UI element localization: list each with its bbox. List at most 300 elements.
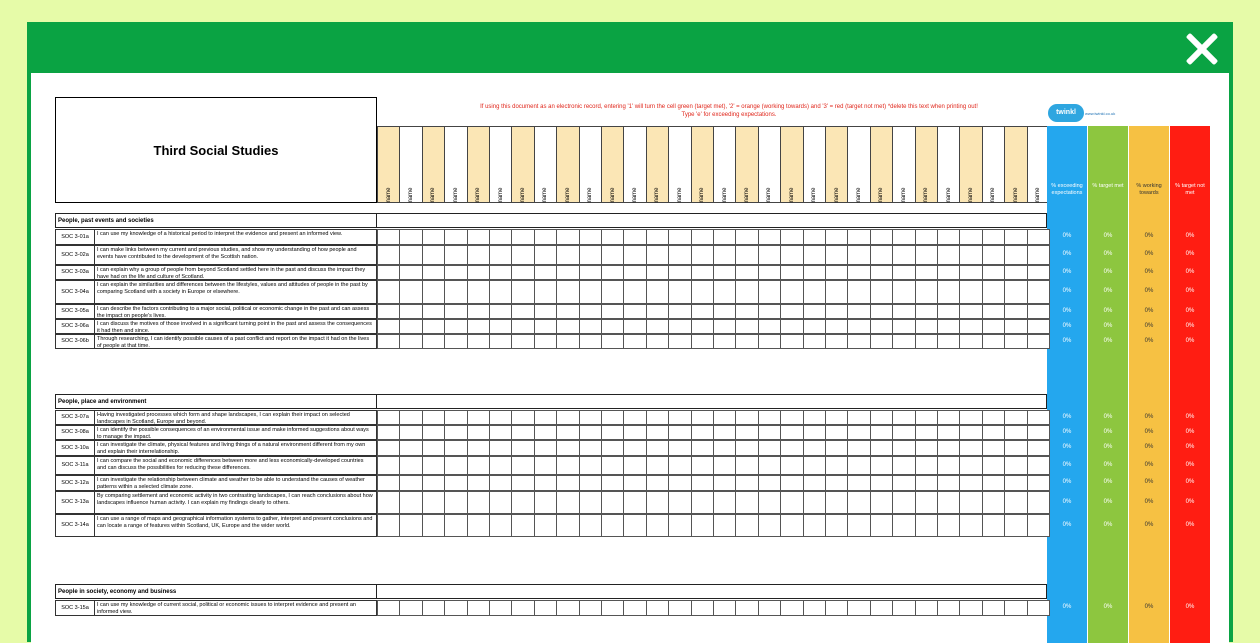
assessment-cell[interactable] — [735, 334, 758, 349]
assessment-cell[interactable] — [668, 245, 691, 265]
assessment-cell[interactable] — [959, 319, 982, 334]
assessment-cell[interactable] — [511, 280, 534, 304]
assessment-cell[interactable] — [982, 440, 1005, 456]
assessment-cell[interactable] — [511, 600, 534, 616]
assessment-cell[interactable] — [758, 440, 781, 456]
assessment-cell[interactable] — [982, 245, 1005, 265]
assessment-cell[interactable] — [511, 334, 534, 349]
assessment-cell[interactable] — [489, 425, 512, 440]
assessment-cell[interactable] — [601, 425, 624, 440]
assessment-cell[interactable] — [847, 440, 870, 456]
assessment-cell[interactable] — [646, 600, 669, 616]
assessment-cell[interactable] — [444, 440, 467, 456]
assessment-cell[interactable] — [735, 514, 758, 537]
assessment-cell[interactable] — [601, 475, 624, 491]
assessment-cell[interactable] — [623, 265, 646, 280]
assessment-cell[interactable] — [467, 245, 490, 265]
assessment-cell[interactable] — [422, 304, 445, 319]
name-column-header[interactable] — [623, 126, 646, 203]
assessment-cell[interactable] — [982, 491, 1005, 514]
assessment-cell[interactable] — [713, 456, 736, 475]
assessment-cell[interactable] — [377, 514, 400, 537]
assessment-cell[interactable] — [377, 600, 400, 616]
assessment-cell[interactable] — [444, 491, 467, 514]
name-column-header[interactable] — [467, 126, 490, 203]
assessment-cell[interactable] — [735, 491, 758, 514]
assessment-cell[interactable] — [623, 319, 646, 334]
assessment-cell[interactable] — [623, 410, 646, 425]
assessment-cell[interactable] — [892, 475, 915, 491]
assessment-cell[interactable] — [534, 440, 557, 456]
assessment-cell[interactable] — [534, 425, 557, 440]
assessment-cell[interactable] — [847, 491, 870, 514]
assessment-cell[interactable] — [780, 245, 803, 265]
assessment-cell[interactable] — [870, 245, 893, 265]
assessment-cell[interactable] — [399, 334, 422, 349]
assessment-cell[interactable] — [579, 475, 602, 491]
assessment-cell[interactable] — [892, 456, 915, 475]
name-column-header[interactable] — [377, 126, 400, 203]
assessment-cell[interactable] — [377, 334, 400, 349]
assessment-cell[interactable] — [691, 514, 714, 537]
assessment-cell[interactable] — [399, 425, 422, 440]
assessment-cell[interactable] — [803, 265, 826, 280]
assessment-cell[interactable] — [691, 410, 714, 425]
assessment-cell[interactable] — [803, 440, 826, 456]
assessment-cell[interactable] — [556, 456, 579, 475]
assessment-cell[interactable] — [847, 229, 870, 245]
name-column-header[interactable] — [668, 126, 691, 203]
name-column-header[interactable] — [511, 126, 534, 203]
name-column-header[interactable] — [399, 126, 422, 203]
assessment-cell[interactable] — [601, 514, 624, 537]
assessment-cell[interactable] — [399, 410, 422, 425]
assessment-cell[interactable] — [511, 245, 534, 265]
assessment-cell[interactable] — [377, 319, 400, 334]
assessment-cell[interactable] — [803, 456, 826, 475]
assessment-cell[interactable] — [444, 319, 467, 334]
assessment-cell[interactable] — [1004, 229, 1027, 245]
assessment-cell[interactable] — [399, 280, 422, 304]
assessment-cell[interactable] — [713, 425, 736, 440]
assessment-cell[interactable] — [959, 334, 982, 349]
name-column-header[interactable] — [825, 126, 848, 203]
assessment-cell[interactable] — [489, 334, 512, 349]
assessment-cell[interactable] — [444, 410, 467, 425]
assessment-cell[interactable] — [959, 475, 982, 491]
assessment-cell[interactable] — [735, 304, 758, 319]
assessment-cell[interactable] — [735, 319, 758, 334]
assessment-cell[interactable] — [870, 229, 893, 245]
assessment-cell[interactable] — [399, 304, 422, 319]
assessment-cell[interactable] — [713, 229, 736, 245]
assessment-cell[interactable] — [422, 440, 445, 456]
assessment-cell[interactable] — [982, 410, 1005, 425]
assessment-cell[interactable] — [758, 475, 781, 491]
assessment-cell[interactable] — [601, 456, 624, 475]
assessment-cell[interactable] — [601, 319, 624, 334]
assessment-cell[interactable] — [467, 319, 490, 334]
assessment-cell[interactable] — [915, 245, 938, 265]
close-icon[interactable] — [1178, 26, 1224, 72]
name-column-header[interactable] — [489, 126, 512, 203]
assessment-cell[interactable] — [915, 440, 938, 456]
assessment-cell[interactable] — [579, 304, 602, 319]
assessment-cell[interactable] — [668, 319, 691, 334]
assessment-cell[interactable] — [1004, 410, 1027, 425]
name-column-header[interactable] — [422, 126, 445, 203]
assessment-cell[interactable] — [556, 334, 579, 349]
assessment-cell[interactable] — [534, 456, 557, 475]
name-column-header[interactable] — [713, 126, 736, 203]
assessment-cell[interactable] — [467, 265, 490, 280]
assessment-cell[interactable] — [646, 410, 669, 425]
assessment-cell[interactable] — [1004, 265, 1027, 280]
assessment-cell[interactable] — [444, 600, 467, 616]
assessment-cell[interactable] — [691, 600, 714, 616]
assessment-cell[interactable] — [892, 514, 915, 537]
assessment-cell[interactable] — [803, 410, 826, 425]
assessment-cell[interactable] — [579, 319, 602, 334]
assessment-cell[interactable] — [937, 280, 960, 304]
assessment-cell[interactable] — [758, 410, 781, 425]
assessment-cell[interactable] — [825, 456, 848, 475]
assessment-cell[interactable] — [982, 229, 1005, 245]
assessment-cell[interactable] — [422, 600, 445, 616]
assessment-cell[interactable] — [668, 456, 691, 475]
assessment-cell[interactable] — [467, 229, 490, 245]
assessment-cell[interactable] — [959, 229, 982, 245]
assessment-cell[interactable] — [780, 456, 803, 475]
assessment-cell[interactable] — [511, 456, 534, 475]
assessment-cell[interactable] — [803, 229, 826, 245]
assessment-cell[interactable] — [668, 475, 691, 491]
assessment-cell[interactable] — [489, 229, 512, 245]
assessment-cell[interactable] — [646, 304, 669, 319]
assessment-cell[interactable] — [982, 475, 1005, 491]
name-column-header[interactable] — [691, 126, 714, 203]
assessment-cell[interactable] — [937, 425, 960, 440]
assessment-cell[interactable] — [579, 456, 602, 475]
assessment-cell[interactable] — [1004, 475, 1027, 491]
assessment-cell[interactable] — [870, 456, 893, 475]
assessment-cell[interactable] — [377, 440, 400, 456]
assessment-cell[interactable] — [444, 280, 467, 304]
assessment-cell[interactable] — [1004, 334, 1027, 349]
assessment-cell[interactable] — [892, 229, 915, 245]
assessment-cell[interactable] — [982, 334, 1005, 349]
assessment-cell[interactable] — [623, 600, 646, 616]
assessment-cell[interactable] — [534, 514, 557, 537]
assessment-cell[interactable] — [646, 319, 669, 334]
assessment-cell[interactable] — [399, 475, 422, 491]
assessment-cell[interactable] — [601, 304, 624, 319]
name-column-header[interactable] — [556, 126, 579, 203]
assessment-cell[interactable] — [399, 514, 422, 537]
assessment-cell[interactable] — [623, 514, 646, 537]
assessment-cell[interactable] — [601, 245, 624, 265]
assessment-cell[interactable] — [735, 265, 758, 280]
assessment-cell[interactable] — [623, 229, 646, 245]
assessment-cell[interactable] — [758, 245, 781, 265]
name-column-header[interactable] — [534, 126, 557, 203]
assessment-cell[interactable] — [377, 265, 400, 280]
assessment-cell[interactable] — [758, 514, 781, 537]
assessment-cell[interactable] — [713, 319, 736, 334]
assessment-cell[interactable] — [646, 425, 669, 440]
assessment-cell[interactable] — [556, 491, 579, 514]
assessment-cell[interactable] — [735, 245, 758, 265]
assessment-cell[interactable] — [467, 440, 490, 456]
name-column-header[interactable] — [847, 126, 870, 203]
assessment-cell[interactable] — [780, 265, 803, 280]
assessment-cell[interactable] — [825, 600, 848, 616]
assessment-cell[interactable] — [892, 319, 915, 334]
assessment-cell[interactable] — [870, 600, 893, 616]
assessment-cell[interactable] — [937, 491, 960, 514]
assessment-cell[interactable] — [691, 265, 714, 280]
assessment-cell[interactable] — [870, 514, 893, 537]
assessment-cell[interactable] — [467, 456, 490, 475]
assessment-cell[interactable] — [937, 265, 960, 280]
assessment-cell[interactable] — [646, 514, 669, 537]
assessment-cell[interactable] — [579, 600, 602, 616]
assessment-cell[interactable] — [623, 304, 646, 319]
assessment-cell[interactable] — [870, 280, 893, 304]
assessment-cell[interactable] — [377, 280, 400, 304]
assessment-cell[interactable] — [870, 334, 893, 349]
assessment-cell[interactable] — [691, 304, 714, 319]
assessment-cell[interactable] — [1004, 600, 1027, 616]
assessment-cell[interactable] — [870, 410, 893, 425]
assessment-cell[interactable] — [892, 265, 915, 280]
assessment-cell[interactable] — [959, 280, 982, 304]
assessment-cell[interactable] — [915, 334, 938, 349]
assessment-cell[interactable] — [579, 425, 602, 440]
assessment-cell[interactable] — [847, 245, 870, 265]
assessment-cell[interactable] — [892, 600, 915, 616]
assessment-cell[interactable] — [825, 514, 848, 537]
assessment-cell[interactable] — [892, 334, 915, 349]
assessment-cell[interactable] — [959, 456, 982, 475]
assessment-cell[interactable] — [758, 280, 781, 304]
assessment-cell[interactable] — [825, 245, 848, 265]
assessment-cell[interactable] — [713, 304, 736, 319]
assessment-cell[interactable] — [959, 491, 982, 514]
assessment-cell[interactable] — [511, 475, 534, 491]
assessment-cell[interactable] — [780, 600, 803, 616]
assessment-cell[interactable] — [1004, 456, 1027, 475]
assessment-cell[interactable] — [556, 440, 579, 456]
assessment-cell[interactable] — [601, 265, 624, 280]
assessment-cell[interactable] — [534, 410, 557, 425]
assessment-cell[interactable] — [511, 425, 534, 440]
assessment-cell[interactable] — [646, 491, 669, 514]
assessment-cell[interactable] — [601, 334, 624, 349]
name-column-header[interactable] — [982, 126, 1005, 203]
assessment-cell[interactable] — [1004, 304, 1027, 319]
assessment-cell[interactable] — [982, 425, 1005, 440]
assessment-cell[interactable] — [668, 440, 691, 456]
assessment-cell[interactable] — [556, 280, 579, 304]
assessment-cell[interactable] — [623, 280, 646, 304]
assessment-cell[interactable] — [847, 265, 870, 280]
assessment-cell[interactable] — [691, 456, 714, 475]
assessment-cell[interactable] — [556, 410, 579, 425]
assessment-cell[interactable] — [847, 600, 870, 616]
assessment-cell[interactable] — [646, 229, 669, 245]
assessment-cell[interactable] — [937, 456, 960, 475]
assessment-cell[interactable] — [467, 410, 490, 425]
assessment-cell[interactable] — [937, 245, 960, 265]
assessment-cell[interactable] — [556, 475, 579, 491]
assessment-cell[interactable] — [803, 334, 826, 349]
name-column-header[interactable] — [579, 126, 602, 203]
assessment-cell[interactable] — [735, 280, 758, 304]
assessment-cell[interactable] — [713, 514, 736, 537]
assessment-cell[interactable] — [825, 304, 848, 319]
assessment-cell[interactable] — [399, 440, 422, 456]
assessment-cell[interactable] — [444, 229, 467, 245]
assessment-cell[interactable] — [780, 425, 803, 440]
assessment-cell[interactable] — [489, 491, 512, 514]
assessment-cell[interactable] — [870, 265, 893, 280]
assessment-cell[interactable] — [735, 425, 758, 440]
name-column-header[interactable] — [915, 126, 938, 203]
assessment-cell[interactable] — [780, 229, 803, 245]
assessment-cell[interactable] — [825, 425, 848, 440]
assessment-cell[interactable] — [579, 280, 602, 304]
assessment-cell[interactable] — [847, 475, 870, 491]
assessment-cell[interactable] — [489, 245, 512, 265]
assessment-cell[interactable] — [511, 440, 534, 456]
assessment-cell[interactable] — [825, 334, 848, 349]
assessment-cell[interactable] — [579, 229, 602, 245]
assessment-cell[interactable] — [511, 514, 534, 537]
assessment-cell[interactable] — [646, 280, 669, 304]
name-column-header[interactable] — [959, 126, 982, 203]
assessment-cell[interactable] — [758, 425, 781, 440]
assessment-cell[interactable] — [511, 319, 534, 334]
assessment-cell[interactable] — [489, 600, 512, 616]
assessment-cell[interactable] — [601, 229, 624, 245]
assessment-cell[interactable] — [489, 514, 512, 537]
assessment-cell[interactable] — [511, 229, 534, 245]
assessment-cell[interactable] — [937, 319, 960, 334]
name-column-header[interactable] — [780, 126, 803, 203]
assessment-cell[interactable] — [467, 514, 490, 537]
assessment-cell[interactable] — [1004, 514, 1027, 537]
assessment-cell[interactable] — [892, 304, 915, 319]
assessment-cell[interactable] — [668, 229, 691, 245]
assessment-cell[interactable] — [847, 304, 870, 319]
name-column-header[interactable] — [601, 126, 624, 203]
assessment-cell[interactable] — [399, 229, 422, 245]
assessment-cell[interactable] — [735, 600, 758, 616]
assessment-cell[interactable] — [668, 514, 691, 537]
assessment-cell[interactable] — [735, 456, 758, 475]
assessment-cell[interactable] — [825, 265, 848, 280]
assessment-cell[interactable] — [758, 456, 781, 475]
assessment-cell[interactable] — [623, 456, 646, 475]
assessment-cell[interactable] — [511, 491, 534, 514]
assessment-cell[interactable] — [825, 280, 848, 304]
assessment-cell[interactable] — [444, 334, 467, 349]
assessment-cell[interactable] — [601, 410, 624, 425]
assessment-cell[interactable] — [847, 319, 870, 334]
assessment-cell[interactable] — [713, 245, 736, 265]
assessment-cell[interactable] — [937, 334, 960, 349]
assessment-cell[interactable] — [937, 514, 960, 537]
assessment-cell[interactable] — [511, 304, 534, 319]
assessment-cell[interactable] — [915, 319, 938, 334]
assessment-cell[interactable] — [847, 514, 870, 537]
assessment-cell[interactable] — [892, 410, 915, 425]
assessment-cell[interactable] — [623, 334, 646, 349]
assessment-cell[interactable] — [467, 304, 490, 319]
assessment-cell[interactable] — [915, 410, 938, 425]
assessment-cell[interactable] — [534, 304, 557, 319]
assessment-cell[interactable] — [892, 440, 915, 456]
name-column-header[interactable] — [892, 126, 915, 203]
assessment-cell[interactable] — [511, 410, 534, 425]
assessment-cell[interactable] — [422, 456, 445, 475]
assessment-cell[interactable] — [623, 425, 646, 440]
assessment-cell[interactable] — [646, 334, 669, 349]
assessment-cell[interactable] — [758, 600, 781, 616]
assessment-cell[interactable] — [847, 410, 870, 425]
name-column-header[interactable] — [870, 126, 893, 203]
assessment-cell[interactable] — [870, 425, 893, 440]
assessment-cell[interactable] — [937, 410, 960, 425]
assessment-cell[interactable] — [780, 319, 803, 334]
assessment-cell[interactable] — [915, 456, 938, 475]
assessment-cell[interactable] — [758, 304, 781, 319]
assessment-cell[interactable] — [915, 514, 938, 537]
assessment-cell[interactable] — [982, 304, 1005, 319]
assessment-cell[interactable] — [803, 319, 826, 334]
assessment-cell[interactable] — [959, 600, 982, 616]
assessment-cell[interactable] — [1004, 245, 1027, 265]
assessment-cell[interactable] — [780, 491, 803, 514]
assessment-cell[interactable] — [825, 410, 848, 425]
assessment-cell[interactable] — [959, 514, 982, 537]
assessment-cell[interactable] — [870, 319, 893, 334]
assessment-cell[interactable] — [803, 600, 826, 616]
assessment-cell[interactable] — [937, 440, 960, 456]
assessment-cell[interactable] — [758, 319, 781, 334]
assessment-cell[interactable] — [959, 440, 982, 456]
assessment-cell[interactable] — [489, 456, 512, 475]
assessment-cell[interactable] — [825, 475, 848, 491]
assessment-cell[interactable] — [579, 514, 602, 537]
assessment-cell[interactable] — [668, 425, 691, 440]
assessment-cell[interactable] — [668, 410, 691, 425]
assessment-cell[interactable] — [534, 475, 557, 491]
assessment-cell[interactable] — [489, 440, 512, 456]
assessment-cell[interactable] — [982, 514, 1005, 537]
assessment-cell[interactable] — [534, 491, 557, 514]
assessment-cell[interactable] — [713, 475, 736, 491]
assessment-cell[interactable] — [422, 334, 445, 349]
assessment-cell[interactable] — [399, 456, 422, 475]
assessment-cell[interactable] — [937, 229, 960, 245]
assessment-cell[interactable] — [422, 280, 445, 304]
assessment-cell[interactable] — [556, 600, 579, 616]
assessment-cell[interactable] — [915, 600, 938, 616]
assessment-cell[interactable] — [691, 440, 714, 456]
assessment-cell[interactable] — [825, 491, 848, 514]
